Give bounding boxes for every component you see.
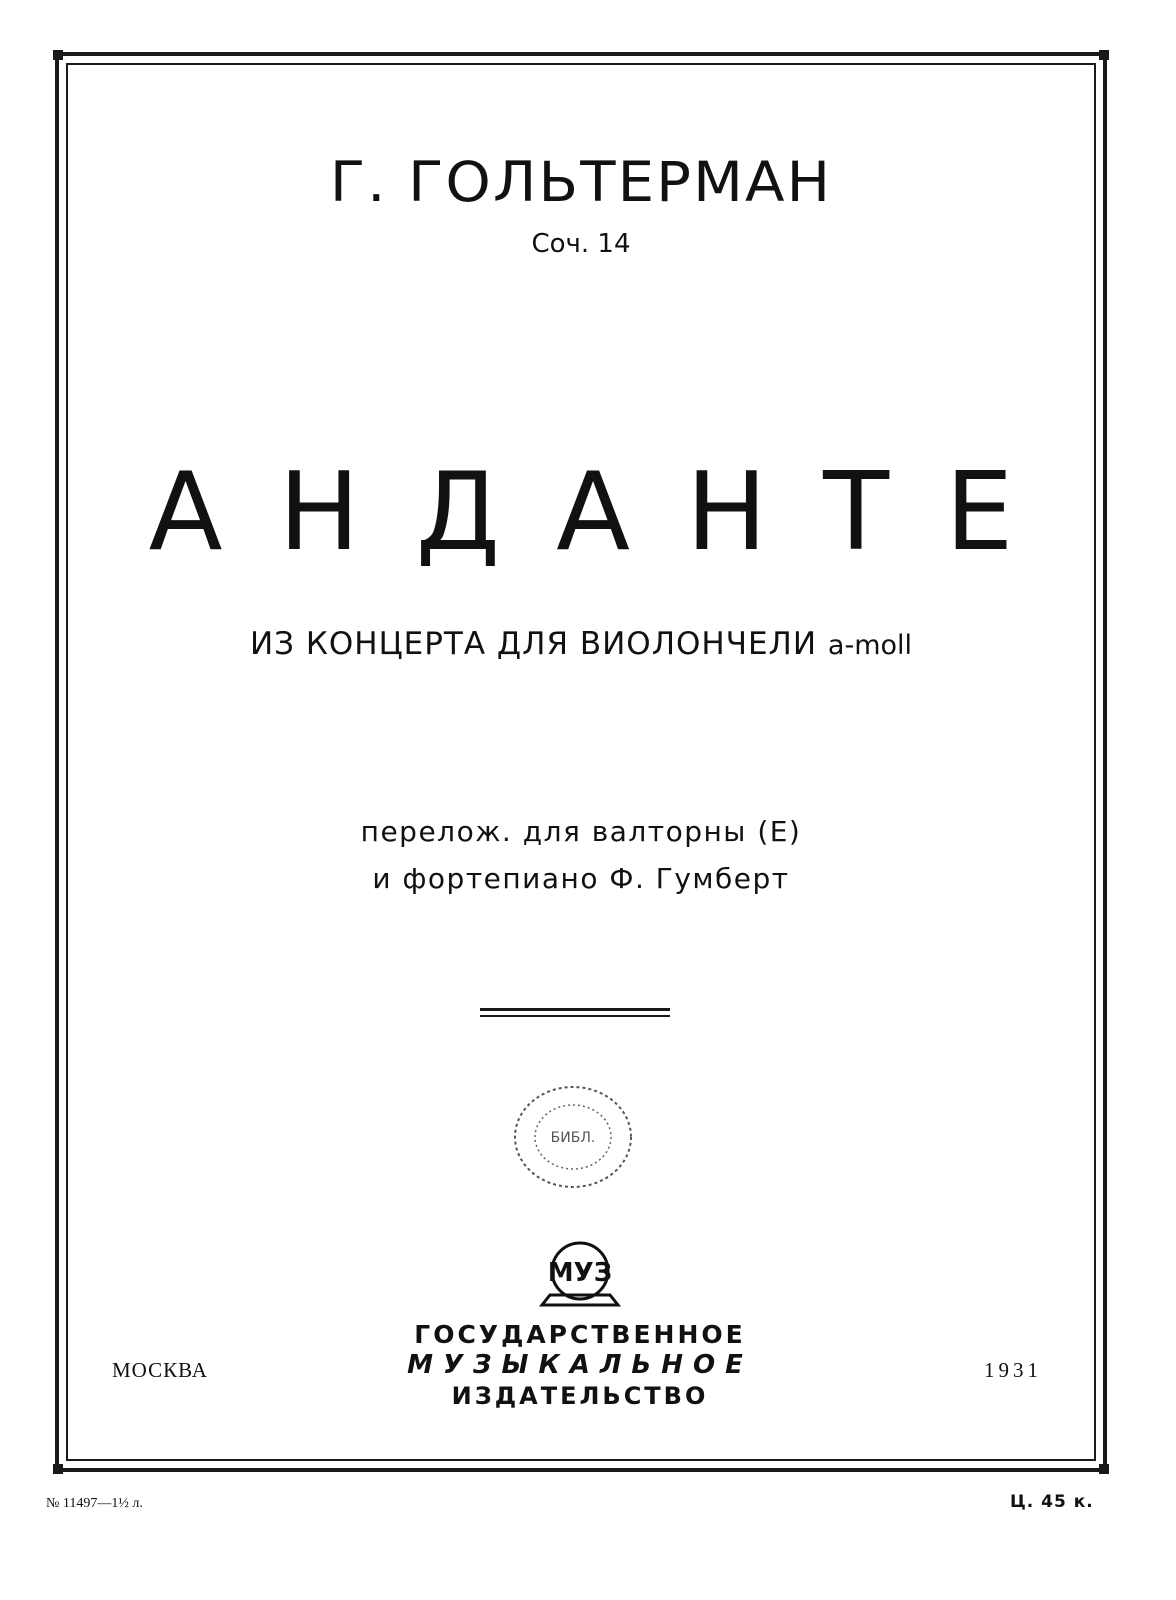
catalog-number: № 11497—1½ л. bbox=[46, 1496, 143, 1511]
work-subtitle bbox=[66, 626, 1096, 662]
corner-ornament bbox=[53, 50, 63, 60]
publisher-line-1: ГОСУДАРСТВЕННОЕ bbox=[414, 1320, 746, 1349]
arrangement-line-1: перелож. для валторны (Е) bbox=[360, 815, 802, 848]
divider-rule bbox=[480, 1015, 670, 1017]
publication-city: МОСКВА bbox=[112, 1358, 208, 1382]
divider-rule bbox=[480, 1008, 670, 1011]
corner-ornament bbox=[53, 1464, 63, 1474]
arrangement-line-2: и фортепиано Ф. Гумберт bbox=[372, 862, 790, 895]
publication-year: 1931 bbox=[984, 1358, 1042, 1382]
opus-number: Соч. 14 bbox=[531, 229, 631, 259]
subtitle-key: a-moll bbox=[827, 630, 913, 661]
price-label: Ц. 45 к. bbox=[1010, 1492, 1094, 1512]
stamp-text: БИБЛ. bbox=[550, 1130, 596, 1146]
composer-name: Г. ГОЛЬТЕРМАН bbox=[329, 150, 833, 214]
publisher-line-2: МУЗЫКАЛЬНОЕ bbox=[407, 1350, 753, 1380]
corner-ornament bbox=[1099, 1464, 1109, 1474]
work-title: АНДАНТЕ bbox=[148, 450, 1070, 575]
subtitle-text: ИЗ КОНЦЕРТА ДЛЯ ВИОЛОНЧЕЛИ bbox=[249, 626, 818, 662]
publisher-line-3: ИЗДАТЕЛЬСТВО bbox=[451, 1382, 709, 1410]
corner-ornament bbox=[1099, 50, 1109, 60]
publisher-logo-icon bbox=[532, 1237, 628, 1317]
logo-text: МУЗ bbox=[547, 1258, 613, 1288]
library-stamp-icon bbox=[510, 1082, 636, 1192]
